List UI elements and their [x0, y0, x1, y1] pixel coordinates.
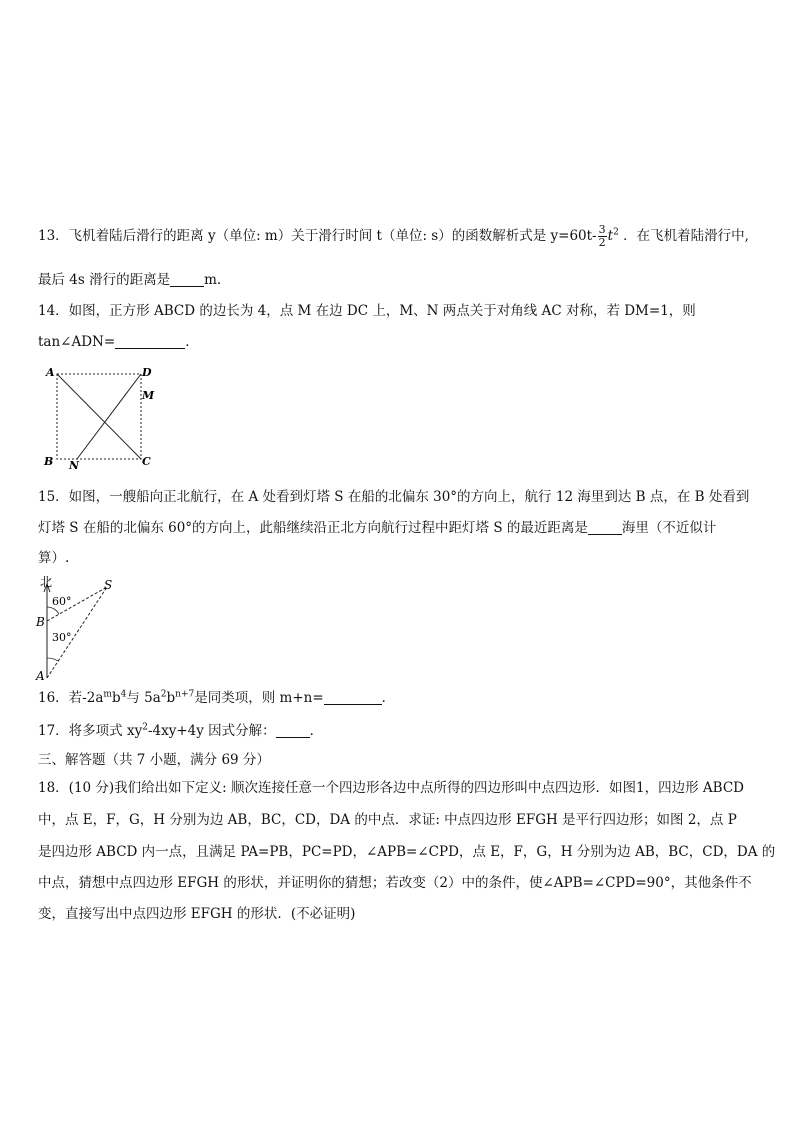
q18-line4: 中点，猜想中点四边形 EFGH 的形状，并证明你的猜想；若改变（2）中的条件，使∠APB=∠CPD=90°，其他条件不 [38, 875, 752, 891]
q14-line2: tan∠ADN= ． [38, 334, 199, 350]
q14-label-c: C [142, 455, 151, 468]
q18-line1: 18．(10 分)我们给出如下定义: 顺次连接任意一个四边形各边中点所得的四边形叫中点四边形．如图1，四边形 ABCD [38, 780, 744, 796]
q15-line3: 算）. [38, 550, 70, 566]
q16-line: 16．若$-2a^mb^4$与 $5a^2b^{n+7}$是同类项，则 m+n= ． [38, 689, 396, 706]
q13-fraction: $\frac{3}{2}$ [598, 223, 606, 249]
q18-line3: 是四边形 ABCD 内一点，且满足 PA=PB，PC=PD，∠APB=∠CPD，点 E，F，G，H 分别为边 AB，BC，CD，DA 的 [38, 844, 776, 860]
q15-label-north: 北 [40, 575, 53, 589]
q14-square-figure [38, 362, 168, 474]
q13-answer-blank [170, 272, 204, 287]
q13-t-exponent: 2 [613, 227, 619, 238]
q15-angle-arc-a [47, 658, 58, 661]
q14-label-n: N [69, 459, 80, 472]
q14-line-dn [77, 374, 141, 459]
q15-answer-blank [588, 520, 622, 535]
q13-text-part2: ．在飞机着陆滑行中, [623, 228, 749, 244]
q14-label-d: D [142, 366, 152, 379]
q15-label-a: A [36, 669, 45, 682]
q14-label-b: B [44, 455, 54, 468]
q14-line1: 14．如图，正方形 ABCD 的边长为 4，点 M 在边 DC 上，M、N 两点关于对角线 AC 对称，若 DM=1，则 [38, 303, 696, 319]
q15-line1: 15．如图，一艘船向正北航行，在 A 处看到灯塔 S 在船的北偏东 30°的方向上，航行 12 海里到达 B 点，在 B 处看到 [38, 489, 750, 505]
q15-angle-60: 60° [52, 595, 72, 608]
q13-line1 [38, 224, 749, 249]
q18-line5: 变，直接写出中点四边形 EFGH 的形状．(不必证明) [38, 906, 356, 922]
q13-t-var: t [607, 228, 614, 244]
q17-answer-blank [276, 723, 310, 738]
q15-angle-arc-b [47, 607, 59, 614]
q14-answer-blank [115, 334, 185, 349]
q14-diagonal-ac [57, 374, 141, 459]
q13-line2: 最后 4s 滑行的距离是 m. [38, 272, 222, 288]
q15-line2: 灯塔 S 在船的北偏东 60°的方向上，此船继续沿正北方向航行过程中距灯塔 S 的最近距离是 海里（不近似计 [38, 520, 717, 536]
q15-label-b: B [36, 615, 45, 629]
q17-line: 17．将多项式 $xy^2-4xy+4y$ 因式分解： ． [38, 722, 324, 739]
q18-line2: 中，点 E，F，G，H 分别为边 AB，BC，CD，DA 的中点．求证: 中点四边形 EFGH 是平行四边形；如图 2，点 P [38, 812, 737, 828]
q16-answer-blank [324, 690, 382, 705]
q15-bearing-figure [34, 574, 124, 682]
q13-text-part1: 13．飞机着陆后滑行的距离 y（单位: m）关于滑行时间 t（单位: s）的函数解析式是 y=60t- [38, 228, 597, 244]
q14-label-m: M [142, 389, 155, 402]
q15-angle-30: 30° [52, 631, 72, 644]
q15-label-s: S [104, 578, 113, 592]
section-3-heading: 三、解答题（共 7 小题，满分 69 分） [38, 752, 270, 768]
q14-label-a: A [46, 366, 55, 379]
